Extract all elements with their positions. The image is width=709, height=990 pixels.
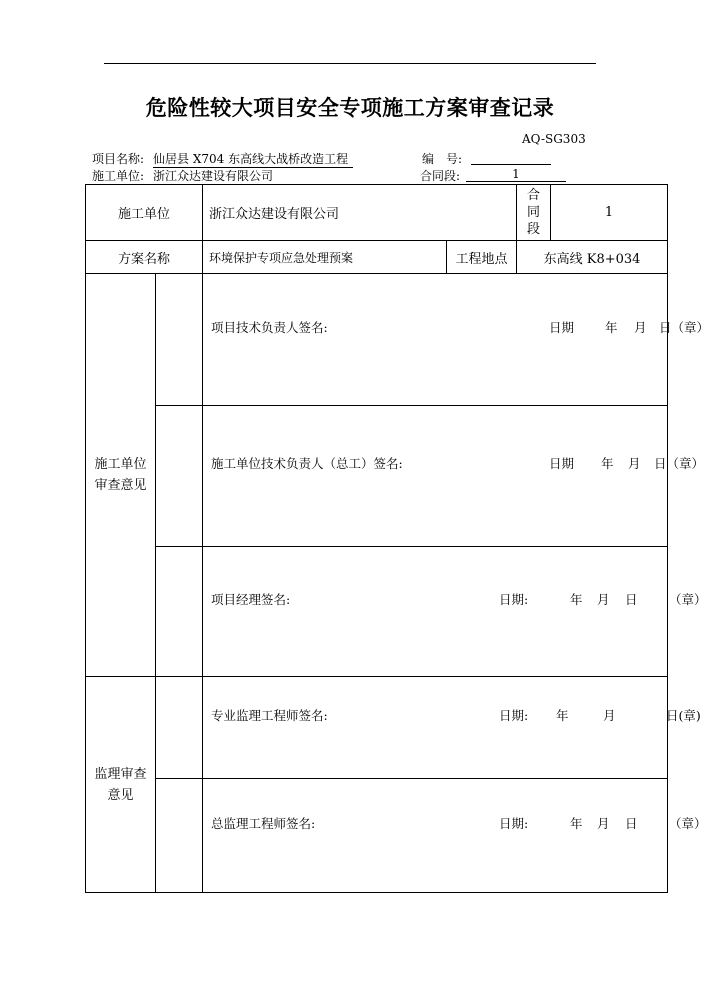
signer-label: 专业监理工程师签名:: [211, 707, 328, 723]
construction-review-label: 施工单位审查意见: [86, 274, 156, 677]
construction-entry-3: [203, 547, 707, 677]
number-value: [471, 150, 551, 165]
construction-entry-1: [203, 274, 709, 406]
plan-cell-label: 方案名称: [86, 241, 203, 274]
project-label: 项目名称:: [92, 152, 145, 166]
unit-value-wrap: [153, 167, 411, 185]
supervision-signature-line-2: [211, 814, 707, 832]
signer-label: 项目经理签名:: [211, 591, 291, 607]
construction-signature-line-1: [211, 318, 709, 336]
construction-review-row-1: [86, 274, 668, 406]
supervision-review-row-2: [86, 779, 668, 893]
construction-entry-2: [203, 406, 705, 547]
construction-review-row-3: [86, 547, 668, 677]
unit-value: 浙江众达建设有限公司: [153, 167, 411, 185]
date-label: 日期: [549, 456, 575, 471]
plan-cell-value: 环境保护专项应急处理预案: [203, 241, 447, 274]
review-form-table: [85, 184, 709, 893]
supervision-review-row-1: [86, 677, 668, 779]
supervision-review-spacer: [156, 779, 203, 893]
number-value-wrap: [471, 150, 551, 168]
section-cell-label: [517, 185, 551, 241]
supervision-review-spacer: [156, 677, 203, 779]
construction-review-spacer: [156, 274, 203, 406]
construction-review-spacer: [156, 547, 203, 677]
day-label: 日(章): [666, 707, 701, 723]
supervision-signature-line-1: [211, 706, 701, 724]
section-label: 合同段:: [420, 169, 461, 183]
day-label: 日: [625, 815, 638, 831]
year-label: 年: [570, 815, 583, 831]
section-cell-value: 1: [551, 185, 668, 241]
year-label: 年: [570, 591, 583, 607]
year-label: 年: [605, 319, 618, 335]
seal-label: （章）: [669, 815, 707, 831]
month-label: 月: [597, 815, 610, 831]
unit-row: [86, 185, 668, 241]
day-label: 日（章）: [654, 456, 705, 471]
signer-label: 施工单位技术负责人（总工）签名:: [211, 456, 403, 471]
top-rule: [104, 63, 596, 64]
section-value: 1: [466, 167, 566, 182]
unit-label: 施工单位:: [92, 169, 145, 183]
date-label: 日期: [549, 319, 575, 335]
month-label: 月: [603, 707, 616, 723]
date-label: 日期:: [499, 707, 529, 723]
number-label: 编 号:: [422, 152, 463, 166]
supervision-entry-1: [203, 677, 701, 779]
construction-review-row-2: [86, 406, 668, 547]
plan-row: [86, 241, 668, 274]
year-label: 年: [556, 707, 569, 723]
project-value: 仙居县 X704 东高线大战桥改造工程: [153, 150, 353, 168]
construction-review-spacer: [156, 406, 203, 547]
signer-label: 项目技术负责人签名:: [211, 319, 328, 335]
year-label: 年: [601, 456, 614, 471]
day-label: 日（章）: [659, 319, 709, 335]
month-label: 月: [634, 319, 647, 335]
date-label: 日期:: [499, 591, 529, 607]
construction-signature-line-3: [211, 590, 707, 608]
unit-cell-value: 浙江众达建设有限公司: [203, 185, 517, 241]
signer-label: 总监理工程师签名:: [211, 815, 316, 831]
day-label: 日: [625, 591, 638, 607]
section-cell-label-text: 合同段: [527, 188, 541, 237]
supervision-review-label: 监理审查意见: [86, 677, 156, 893]
supervision-entry-2: [203, 779, 707, 893]
page-title: 危险性较大项目安全专项施工方案审查记录: [145, 96, 555, 120]
project-value-wrap: [153, 150, 353, 168]
month-label: 月: [628, 456, 641, 471]
construction-signature-line-2: [211, 454, 705, 472]
section-value-wrap: [466, 167, 566, 182]
date-label: 日期:: [499, 815, 529, 831]
seal-label: （章）: [669, 591, 707, 607]
site-cell-value: 东高线 K8+034: [517, 241, 668, 274]
site-cell-label: 工程地点: [447, 241, 517, 274]
unit-cell-label: 施工单位: [86, 185, 203, 241]
form-code: AQ-SG303: [522, 132, 586, 146]
month-label: 月: [597, 591, 610, 607]
